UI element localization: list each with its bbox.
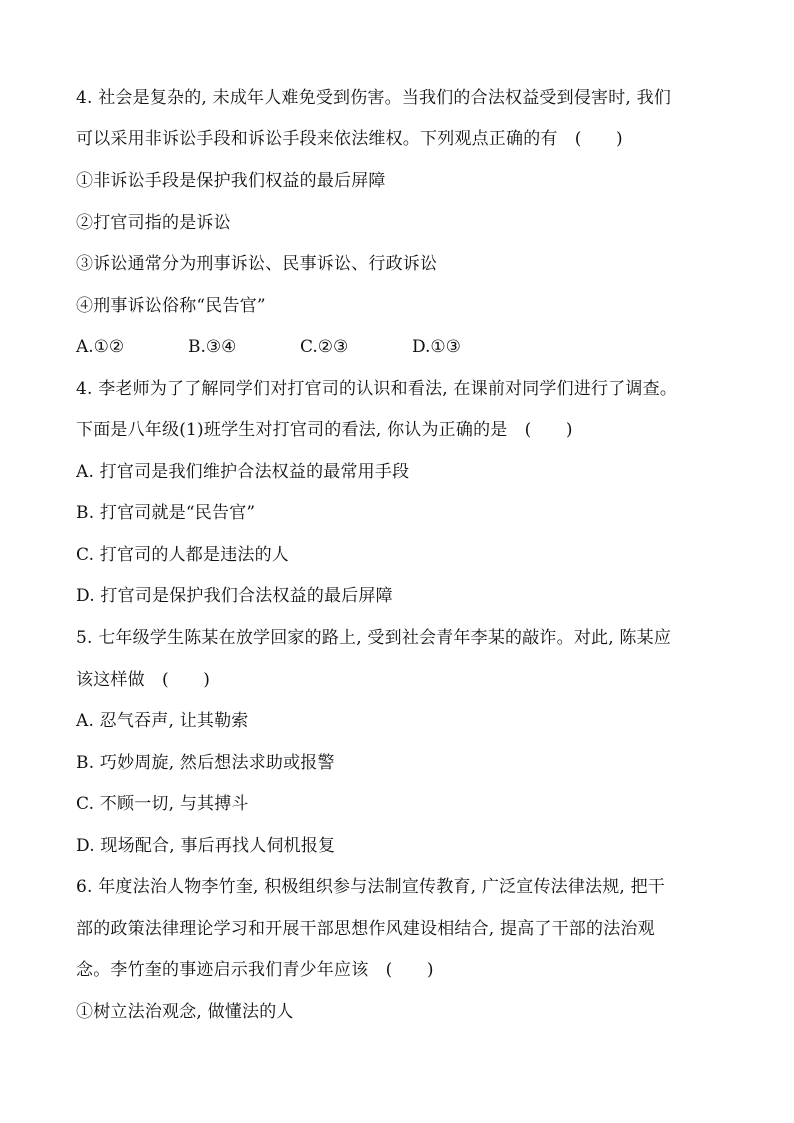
q4b-option-d: D. 打官司是保护我们合法权益的最后屏障 — [76, 586, 393, 606]
q4b-stem-line-1: 4. 李老师为了了解同学们对打官司的认识和看法, 在课前对同学们进行了调查。 — [76, 379, 678, 399]
q4a-option-d: D.①③ — [412, 337, 461, 357]
q4a-stem-line-2: 可以采用非诉讼手段和诉讼手段来依法维权。下列观点正确的有 ( ) — [76, 129, 623, 149]
q5-option-b: B. 巧妙周旋, 然后想法求助或报警 — [76, 753, 335, 773]
q4a-option-a: A.①② — [76, 337, 125, 357]
q4b-stem-line-2: 下面是八年级(1)班学生对打官司的看法, 你认为正确的是 ( ) — [76, 420, 573, 440]
q4a-option-b: B.③④ — [188, 337, 237, 357]
q5-option-d: D. 现场配合, 事后再找人伺机报复 — [76, 836, 336, 856]
q6-stem-line-1: 6. 年度法治人物李竹奎, 积极组织参与法制宣传教育, 广泛宣传法律法规, 把干 — [76, 877, 666, 897]
q5-stem-line-1: 5. 七年级学生陈某在放学回家的路上, 受到社会青年李某的敲诈。对此, 陈某应 — [76, 628, 672, 648]
q4a-options — [76, 336, 524, 358]
q6-stem-line-2: 部的政策法律理论学习和开展干部思想作风建设相结合, 提高了干部的法治观 — [76, 919, 655, 939]
q5-option-a: A. 忍气吞声, 让其勒索 — [76, 711, 249, 731]
q4a-item-4: ④刑事诉讼俗称“民告官” — [76, 296, 266, 316]
q6-stem-line-3: 念。李竹奎的事迹启示我们青少年应该 ( ) — [76, 960, 434, 980]
q5-stem-line-2: 该这样做 ( ) — [76, 670, 211, 690]
q4a-stem-line-1: 4. 社会是复杂的, 未成年人难免受到伤害。当我们的合法权益受到侵害时, 我们 — [76, 88, 672, 108]
q4a-item-3: ③诉讼通常分为刑事诉讼、民事诉讼、行政诉讼 — [76, 254, 438, 274]
q6-item-1: ①树立法治观念, 做懂法的人 — [76, 1002, 294, 1022]
q4b-option-c: C. 打官司的人都是违法的人 — [76, 545, 290, 565]
q4b-option-a: A. 打官司是我们维护合法权益的最常用手段 — [76, 462, 410, 482]
q4a-item-2: ②打官司指的是诉讼 — [76, 213, 231, 233]
q4b-option-b: B. 打官司就是“民告官” — [76, 503, 256, 523]
q4a-item-1: ①非诉讼手段是保护我们权益的最后屏障 — [76, 171, 386, 191]
q5-option-c: C. 不顾一切, 与其搏斗 — [76, 794, 249, 814]
q4a-option-c: C.②③ — [300, 337, 349, 357]
